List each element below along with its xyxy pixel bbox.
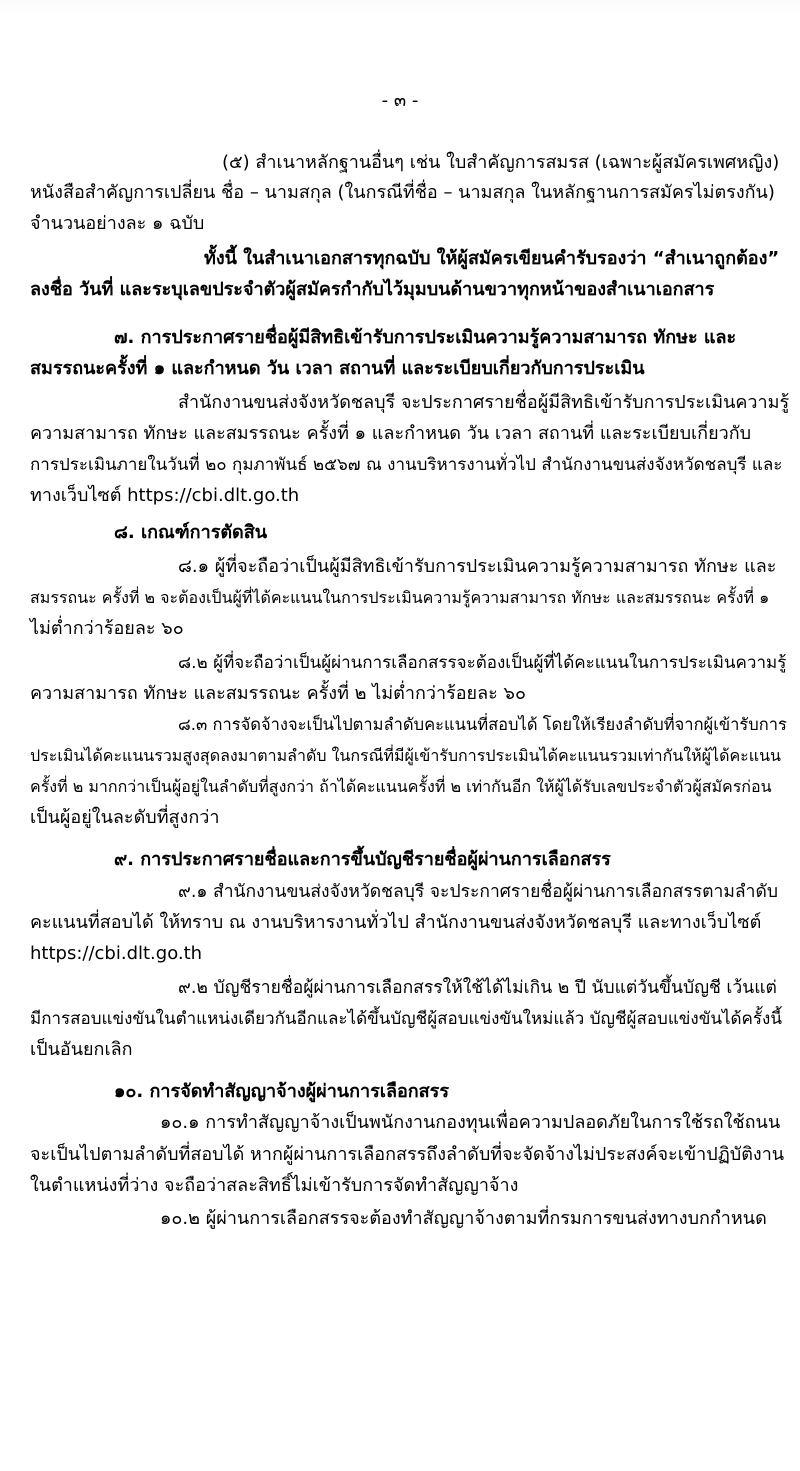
- section-8-heading: ๘. เกณฑ์การตัดสิน: [114, 522, 268, 543]
- section-10-heading: ๑๐. การจัดทำสัญญาจ้างผู้ผ่านการเลือกสรร: [114, 1081, 450, 1102]
- section-9-2-line-1: ๙.๒ บัญชีรายชื่อผู้ผ่านการเลือกสรรให้ใช้ได้ไม่เกิน ๒ ปี นับแต่วันขึ้นบัญชี เว้นแต่: [178, 978, 777, 998]
- section-8-3-line-3: ครั้งที่ ๒ มากกว่าเป็นผู้อยู่ในลำดับที่สูงกว่า ถ้าได้คะแนนครั้งที่ ๒ เท่ากันอีก ให้ผู้ได้รับเลขประจำตัวผู้สมัครก่อน: [30, 777, 772, 796]
- section-8-1-line-3: ไม่ต่ำกว่าร้อยละ ๖๐: [30, 618, 184, 639]
- section-9-1-line-2: คะแนนที่สอบได้ ให้ทราบ ณ งานบริหารงานทั่วไป สำนักงานขนส่งจังหวัดชลบุรี และทางเว็บไซต์: [30, 912, 762, 933]
- section-10-1-line-1: ๑๐.๑ การทำสัญญาจ้างเป็นพนักงานกองทุนเพื่อความปลอดภัยในการใช้รถใช้ถนน: [160, 1112, 781, 1133]
- section-10-2-line-1: ๑๐.๒ ผู้ผ่านการเลือกสรรจะต้องทำสัญญาจ้างตามที่กรมการขนส่งทางบกกำหนด: [160, 1208, 767, 1229]
- section-9-2-line-3: เป็นอันยกเลิก: [30, 1039, 133, 1060]
- section-9-heading: ๙. การประกาศรายชื่อและการขึ้นบัญชีรายชื่อผู้ผ่านการเลือกสรร: [114, 849, 611, 870]
- scan-edge: [0, 0, 800, 14]
- section-8-3-line-1: ๘.๓ การจัดจ้างจะเป็นไปตามลำดับคะแนนที่สอบได้ โดยให้เรียงลำดับที่จากผู้เข้ารับการ: [178, 715, 787, 734]
- section-8-2-line-2: ความสามารถ ทักษะ และสมรรถนะ ครั้งที่ ๒ ไม่ต่ำกว่าร้อยละ ๖๐: [30, 683, 526, 704]
- section-8-3-line-2: ประเมินได้คะแนนรวมสูงสุดลงมาตามลำดับ ในกรณีที่มีผู้เข้ารับการประเมินได้คะแนนรวมเท่ากันให้ผู้ได้คะแนน: [30, 746, 781, 765]
- page-number: - ๓ -: [381, 90, 419, 111]
- section-9-1-line-3: https://cbi.dlt.go.th: [30, 943, 203, 964]
- section-7-line-3: การประเมินภายในวันที่ ๒๐ กุมภาพันธ์ ๒๕๖๗ ณ งานบริหารงานทั่วไป สำนักงานขนส่งจังหวัดชลบุรี และ: [30, 455, 783, 475]
- item-5-line-1: (๕) สำเนาหลักฐานอื่นๆ เช่น ใบสำคัญการสมรส (เฉพาะผู้สมัครเพศหญิง): [222, 152, 780, 173]
- section-8-3-line-4: เป็นผู้อยู่ในละดับที่สูงกว่า: [30, 807, 220, 828]
- section-10-1-line-3: ในตำแหน่งที่ว่าง จะถือว่าสละสิทธิ์ไม่เข้ารับการจัดทำสัญญาจ้าง: [30, 1175, 519, 1196]
- section-8-1-line-2: สมรรถนะ ครั้งที่ ๒ จะต้องเป็นผู้ที่ได้คะแนนในการประเมินความรู้ความสามารถ ทักษะ และสมรรถนะ ครั้งที่ ๑: [30, 588, 770, 607]
- section-10-1-line-2: จะเป็นไปตามลำดับที่สอบได้ หากผู้ผ่านการเลือกสรรถึงลำดับที่จะจัดจ้างไม่ประสงค์จะเข้าปฏิบัติงาน: [30, 1144, 785, 1165]
- section-9-1-line-1: ๙.๑ สำนักงานขนส่งจังหวัดชลบุรี จะประกาศรายชื่อผู้ผ่านการเลือกสรรตามลำดับ: [178, 882, 778, 902]
- section-8-1-line-1: ๘.๑ ผู้ที่จะถือว่าเป็นผู้มีสิทธิเข้ารับการประเมินความรู้ความสามารถ ทักษะ และ: [178, 556, 777, 577]
- section-7-line-4: ทางเว็บไซต์ https://cbi.dlt.go.th: [30, 485, 300, 506]
- section-8-2-line-1: ๘.๒ ผู้ที่จะถือว่าเป็นผู้ผ่านการเลือกสรรจะต้องเป็นผู้ที่ได้คะแนนในการประเมินความรู้: [178, 653, 787, 673]
- section-9-2-line-2: มีการสอบแข่งขันในตำแหน่งเดียวกันอีกและได้ขึ้นบัญชีผู้สอบแข่งขันใหม่แล้ว บัญชีผู้สอบแข่งขันได้ครั้งนี้: [30, 1009, 782, 1029]
- section-7-line-1: สำนักงานขนส่งจังหวัดชลบุรี จะประกาศรายชื่อผู้มีสิทธิเข้ารับการประเมินความรู้: [178, 392, 790, 413]
- note-line-1: ทั้งนี้ ในสำเนาเอกสารทุกฉบับ ให้ผู้สมัครเขียนคำรับรองว่า “สำเนาถูกต้อง”: [204, 248, 780, 269]
- item-5-line-2: หนังสือสำคัญการเปลี่ยน ชื่อ – นามสกุล (ในกรณีที่ชื่อ – นามสกุล ในหลักฐานการสมัครไม่ตรงกัน): [30, 182, 775, 203]
- section-7-line-2: ความสามารถ ทักษะ และสมรรถนะ ครั้งที่ ๑ และกำหนด วัน เวลา สถานที่ และระเบียบเกี่ยวกับ: [30, 423, 752, 444]
- section-7-heading-line-2: สมรรถนะครั้งที่ ๑ และกำหนด วัน เวลา สถานที่ และระเบียบเกี่ยวกับการประเมิน: [30, 358, 645, 379]
- note-line-2: ลงชื่อ วันที่ และระบุเลขประจำตัวผู้สมัครกำกับไว้มุมบนด้านขวาทุกหน้าของสำเนาเอกสาร: [30, 279, 715, 300]
- item-5-line-3: จำนวนอย่างละ ๑ ฉบับ: [30, 213, 205, 234]
- section-7-heading-line-1: ๗. การประกาศรายชื่อผู้มีสิทธิเข้ารับการประเมินความรู้ความสามารถ ทักษะ และ: [114, 327, 737, 348]
